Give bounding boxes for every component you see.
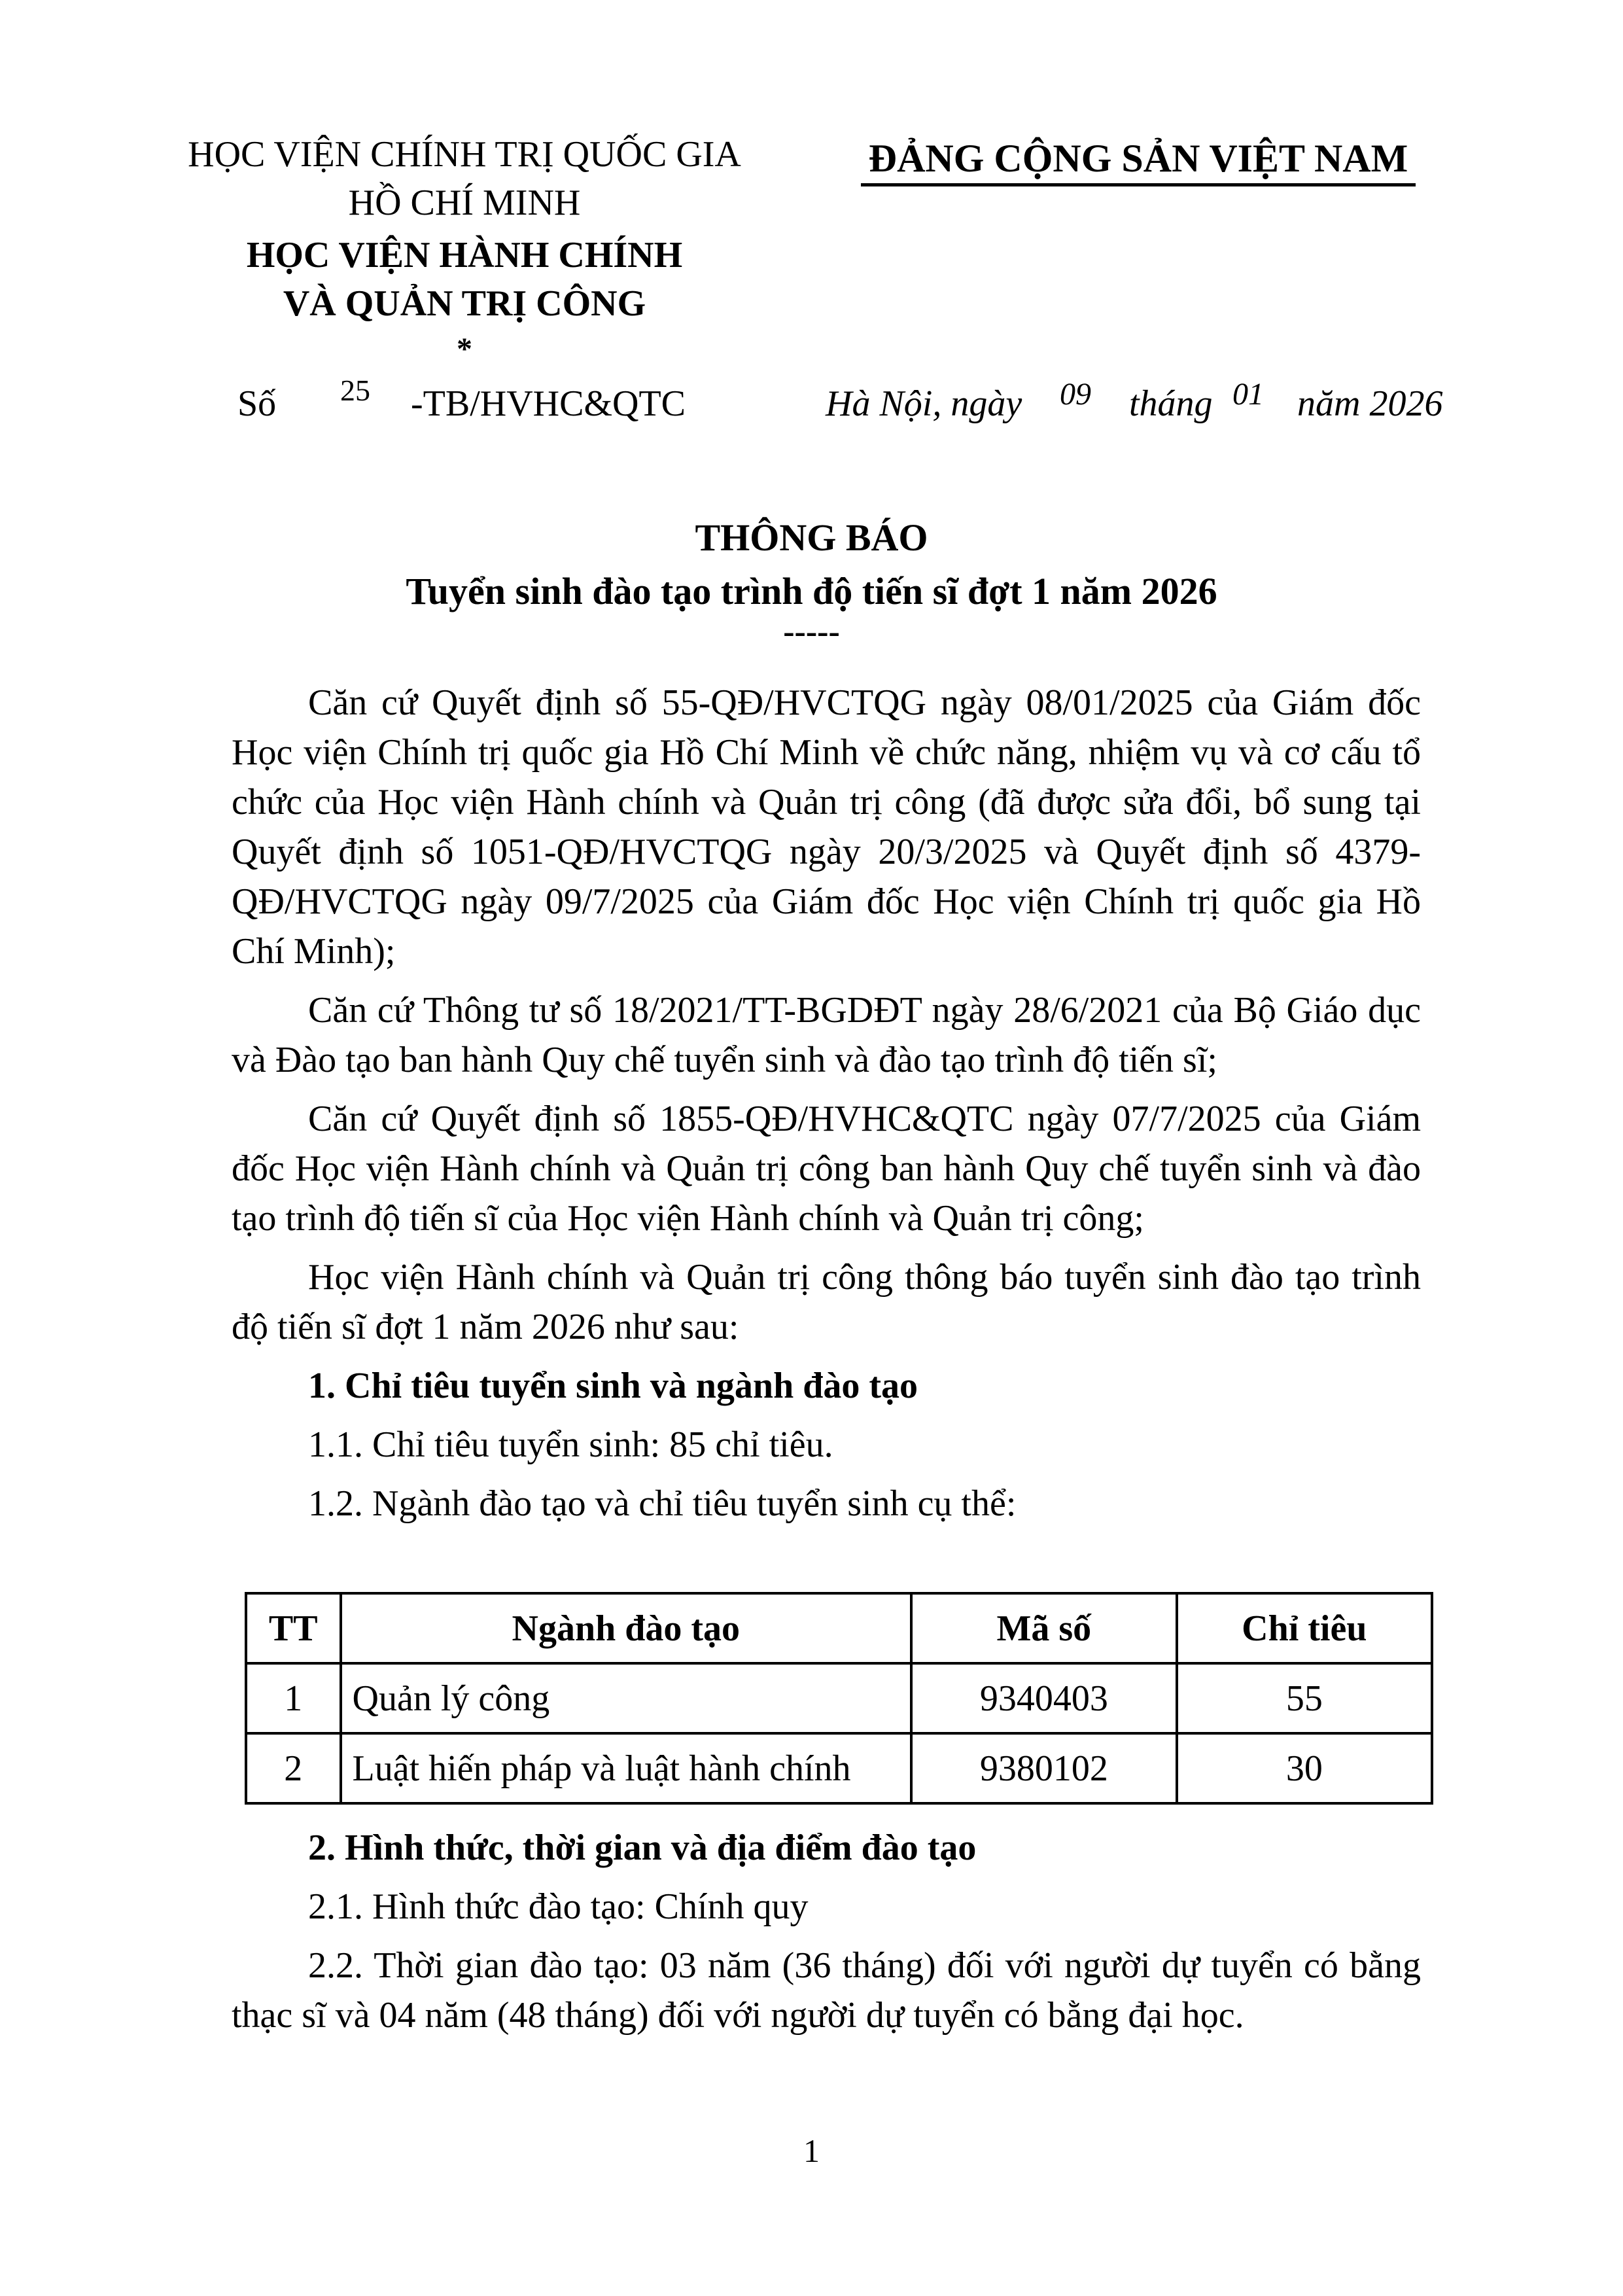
page-number: 1 xyxy=(803,2132,820,2169)
date-place-day-label: Hà Nội, ngày xyxy=(826,383,1022,424)
cell-code: 9380102 xyxy=(911,1733,1177,1803)
cell-index: 2 xyxy=(246,1733,341,1803)
quota-total-item: 1.1. Chỉ tiêu tuyển sinh: 85 chỉ tiêu. xyxy=(308,1424,833,1465)
party-name-underline xyxy=(861,183,1416,186)
training-format-item: 2.1. Hình thức đào tạo: Chính quy xyxy=(308,1886,809,1927)
column-header-index: TT xyxy=(246,1593,341,1663)
legal-basis-paragraph: Căn cứ Thông tư số 18/2021/TT-BGDĐT ngày 28/6/2021 của Bộ Giáo dục và Đào tạo ban hành Quy chế tuyển sinh và đào tạo trình độ tiến sĩ; xyxy=(232,990,1421,1080)
section-heading-quota: 1. Chỉ tiêu tuyển sinh và ngành đào tạo xyxy=(308,1366,918,1406)
doc-number-value: 25 xyxy=(340,374,370,407)
majors-quota-table xyxy=(245,1592,1433,1805)
cell-quota: 30 xyxy=(1177,1733,1432,1803)
legal-basis-paragraph: Căn cứ Quyết định số 1855-QĐ/HVHC&QTC ngày 07/7/2025 của Giám đốc Học viện Hành chính và Quản trị công ban hành Quy chế tuyển sinh và đào tạo trình độ tiến sĩ của Học viện Hành chính và Quản trị công; xyxy=(232,1099,1421,1239)
section-heading-format: 2. Hình thức, thời gian và địa điểm đào tạo xyxy=(308,1828,977,1868)
cell-code: 9340403 xyxy=(911,1663,1177,1733)
legal-basis-paragraph: Căn cứ Quyết định số 55-QĐ/HVCTQG ngày 08/01/2025 của Giám đốc Học viện Chính trị quốc gia Hồ Chí Minh về chức năng, nhiệm vụ và cơ cấu tổ chức của Học viện Hành chính và Quản trị công (đã được sửa đổi, bổ sung tại Quyết định số 1051-QĐ/HVCTQG ngày 20/3/2025 và Quyết định số 4379-QĐ/HVCTQG ngày 09/7/2025 của Giám đốc Học viện Chính trị quốc gia Hồ Chí Minh); xyxy=(232,682,1421,972)
table-row xyxy=(246,1733,1432,1803)
issuing-org: HỌC VIỆN HÀNH CHÍNH xyxy=(246,235,683,275)
date-month-label: tháng xyxy=(1129,383,1213,424)
column-header-major: Ngành đào tạo xyxy=(341,1593,912,1663)
doc-number-prefix: Số xyxy=(237,383,277,424)
cell-major: Luật hiến pháp và luật hành chính xyxy=(341,1733,912,1803)
issuing-parent-org: HỌC VIỆN CHÍNH TRỊ QUỐC GIA xyxy=(188,134,741,175)
star-separator: * xyxy=(457,332,472,366)
issuing-org-line2: VÀ QUẢN TRỊ CÔNG xyxy=(283,283,646,324)
column-header-quota: Chỉ tiêu xyxy=(1177,1593,1432,1663)
cell-index: 1 xyxy=(246,1663,341,1733)
issuing-parent-org-line2: HỒ CHÍ MINH xyxy=(348,183,581,223)
party-name: ĐẢNG CỘNG SẢN VIỆT NAM xyxy=(868,137,1408,180)
date-month: 01 xyxy=(1232,377,1264,412)
document-body-section2 xyxy=(232,1823,1421,2040)
cell-quota: 55 xyxy=(1177,1663,1432,1733)
column-header-code: Mã số xyxy=(911,1593,1177,1663)
document-type-title: THÔNG BÁO xyxy=(695,516,928,559)
cell-major: Quản lý công xyxy=(341,1663,912,1733)
quota-detail-item: 1.2. Ngành đào tạo và chỉ tiêu tuyển sinh cụ thể: xyxy=(308,1483,1017,1524)
date-year: năm 2026 xyxy=(1297,383,1443,424)
date-day: 09 xyxy=(1060,377,1091,412)
training-duration-item: 2.2. Thời gian đào tạo: 03 năm (36 tháng) đối với người dự tuyển có bằng thạc sĩ và 04 năm (48 tháng) đối với người dự tuyển có bằng đại học. xyxy=(232,1945,1421,2036)
announcement-intro-paragraph: Học viện Hành chính và Quản trị công thông báo tuyển sinh đào tạo trình độ tiến sĩ đợt 1 năm 2026 như sau: xyxy=(232,1257,1421,1347)
title-separator: ----- xyxy=(783,613,840,650)
document-subtitle: Tuyển sinh đào tạo trình độ tiến sĩ đợt 1 năm 2026 xyxy=(406,570,1217,612)
table-row xyxy=(246,1663,1432,1733)
table-header-row xyxy=(246,1593,1432,1663)
document-body xyxy=(232,678,1421,1528)
doc-number-suffix: -TB/HVHC&QTC xyxy=(411,383,686,424)
